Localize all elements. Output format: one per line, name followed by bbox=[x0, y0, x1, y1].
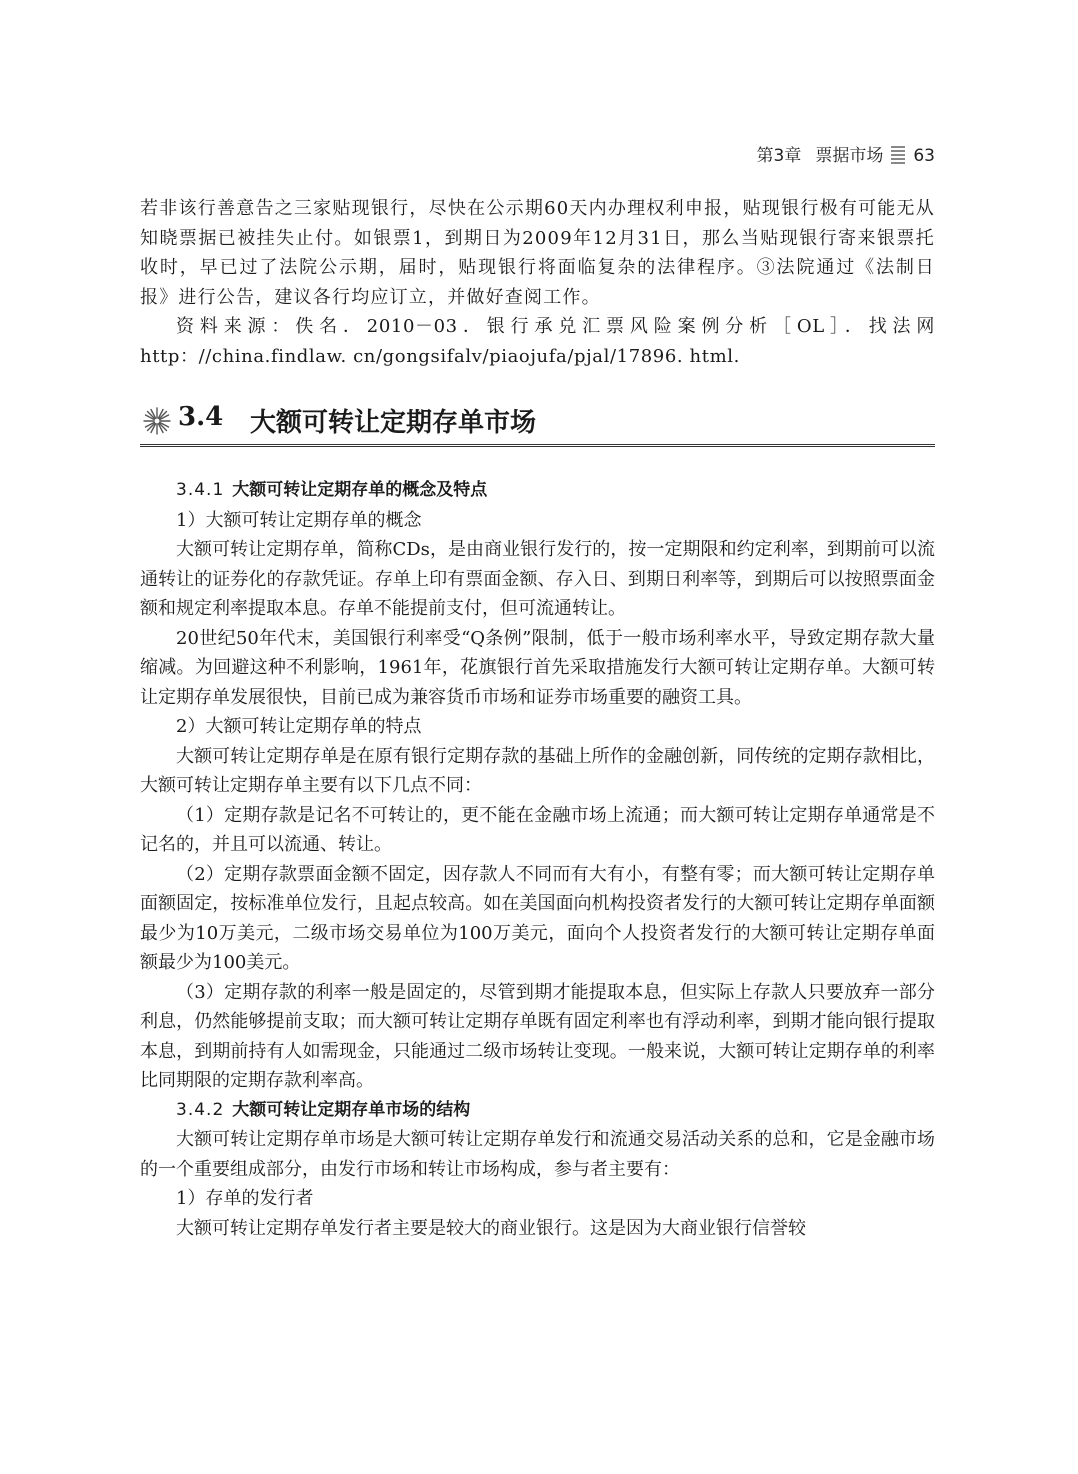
paragraph: （2）定期存款票面金额不固定，因存款人不同而有大有小，有整有零；而大额可转让定期存单面额固定，按标准单位发行，且起点较高。如在美国面向机构投资者发行的大额可转让定期存单面额最少为10万美元，二级市场交易单位为100万美元，面向个人投资者发行的大额可转让定期存单面额最少为100美元。 bbox=[140, 863, 935, 973]
subsection-title: 大额可转让定期存单市场的结构 bbox=[232, 1099, 471, 1120]
paragraph: 大额可转让定期存单，简称CDs，是由商业银行发行的，按一定期限和约定利率，到期前可以流通转让的证券化的存款凭证。存单上印有票面金额、存入日、到期日利率等，到期后可以按照票面金额和规定利率提取本息。存单不能提前支付，但可流通转让。 bbox=[140, 539, 935, 619]
item-heading: 2）大额可转让定期存单的特点 bbox=[176, 716, 422, 737]
quote-paragraph: 若非该行善意告之三家贴现银行，尽快在公示期60天内办理权利申报，贴现银行极有可能无从知晓票据已被挂失止付。如银票1，到期日为2009年12月31日，那么当贴现银行寄来银票托收时，早已过了法院公示期，届时，贴现银行将面临复杂的法律程序。③法院通过《法制日报》进行公告，建议各行均应订立，并做好查阅工作。 bbox=[140, 198, 935, 308]
section-title: 大额可转让定期存单市场 bbox=[250, 408, 537, 438]
paragraph: （1）定期存款是记名不可转让的，更不能在金融市场上流通；而大额可转让定期存单通常是不记名的，并且可以流通、转让。 bbox=[140, 804, 935, 855]
snowflake-icon bbox=[142, 406, 172, 436]
paragraph: 大额可转让定期存单市场是大额可转让定期存单发行和流通交易活动关系的总和，它是金融市场的一个重要组成部分，由发行市场和转让市场构成，参与者主要有： bbox=[140, 1129, 935, 1180]
paragraph: 20世纪50年代末，美国银行利率受“Q条例”限制，低于一般市场利率水平，导致定期存款大量缩减。为回避这种不利影响，1961年，花旗银行首先采取措施发行大额可转让定期存单。大额可转让定期存单发展很快，目前已成为兼容货币市场和证券市场重要的融资工具。 bbox=[140, 627, 935, 708]
paragraph: 大额可转让定期存单发行者主要是较大的商业银行。这是因为大商业银行信誉较 bbox=[176, 1217, 806, 1239]
chapter-label: 第3章 bbox=[756, 146, 802, 166]
paragraph: （3）定期存款的利率一般是固定的，尽管到期才能提取本息，但实际上存款人只要放弃一部分利息，仍然能够提前支取；而大额可转让定期存单既有固定利率也有浮动利率，到期才能向银行提取本息，到期前持有人如需现金，只能通过二级市场转让变现。一般来说，大额可转让定期存单的利率比同期限的定期存款利率高。 bbox=[140, 981, 935, 1091]
body-block bbox=[140, 476, 935, 1243]
subsection-number: 3.4.2 bbox=[176, 1099, 225, 1120]
subsection-heading-2 bbox=[140, 1096, 935, 1126]
quote-block bbox=[140, 194, 935, 371]
running-header bbox=[140, 142, 935, 170]
header-bar-icon bbox=[891, 146, 905, 164]
subsection-number: 3.4.1 bbox=[176, 480, 225, 500]
item-heading: 1）大额可转让定期存单的概念 bbox=[176, 509, 422, 531]
section-number: 3.4 bbox=[178, 402, 224, 432]
subsection-title: 大额可转让定期存单的概念及特点 bbox=[232, 480, 488, 500]
source-citation: 资料来源：佚名．2010－03．银行承兑汇票风险案例分析［OL］．找法网 http：//china.findlaw. cn/gongsifalv/piaojufa/pjal/17896. html. bbox=[140, 316, 935, 367]
page-number: 63 bbox=[913, 146, 935, 166]
section-heading bbox=[140, 400, 935, 447]
subsection-heading-1 bbox=[140, 476, 935, 506]
paragraph: 大额可转让定期存单是在原有银行定期存款的基础上所作的金融创新，同传统的定期存款相比，大额可转让定期存单主要有以下几点不同： bbox=[140, 745, 935, 796]
item-heading: 1）存单的发行者 bbox=[176, 1188, 314, 1209]
section-label: 票据市场 bbox=[815, 146, 884, 166]
